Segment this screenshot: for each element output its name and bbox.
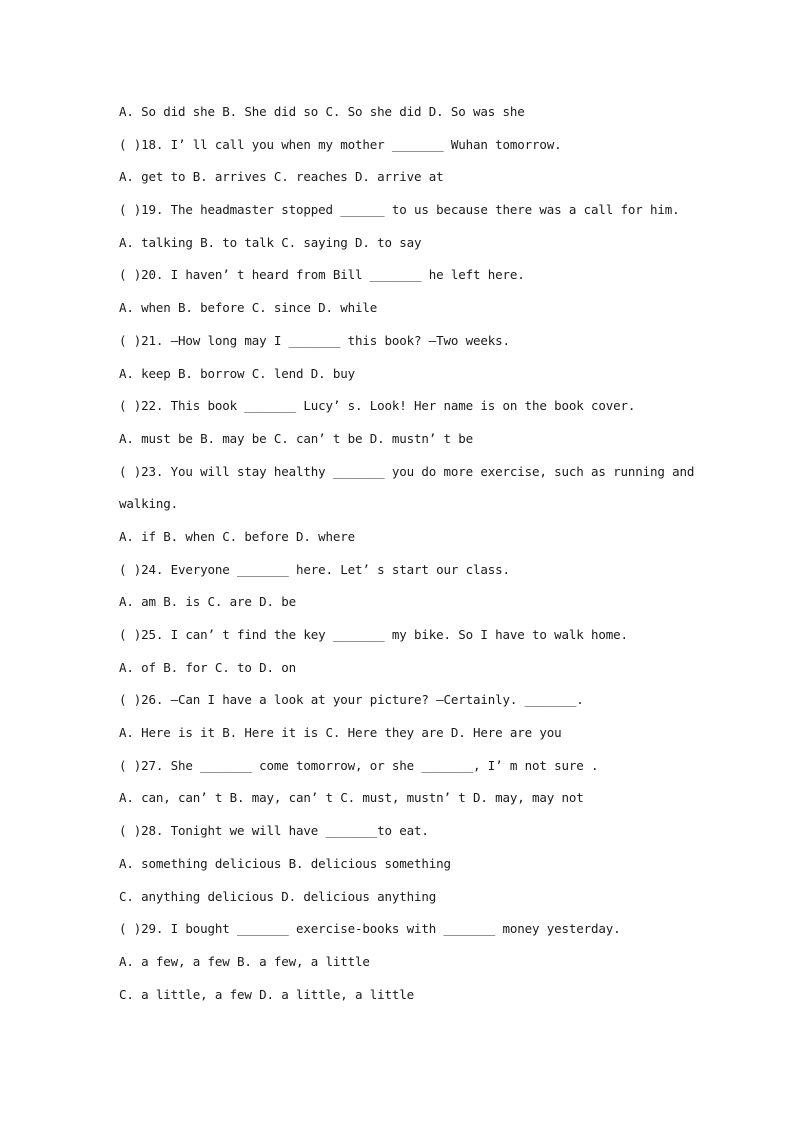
question-23: ( )23. You will stay healthy _______ you do more exercise, such as running and: [119, 463, 695, 479]
question-22: ( )22. This book _______ Lucy’ s. Look! Her name is on the book cover.: [119, 398, 636, 414]
question-21: ( )21. —How long may I _______ this book? —Two weeks.: [119, 332, 510, 348]
question-24: ( )24. Everyone _______ here. Let’ s start our class.: [119, 561, 510, 577]
options-22: A. must be B. may be C. can’ t be D. mustn’ t be: [119, 430, 474, 446]
options-23: A. if B. when C. before D. where: [119, 528, 356, 544]
options-25: A. of B. for C. to D. on: [119, 659, 297, 675]
question-list: [119, 101, 695, 1016]
options-17: A. So did she B. She did so C. So she did D. So was she: [119, 104, 525, 119]
options-26: A. Here is it B. Here it is C. Here they are D. Here are you: [119, 725, 562, 741]
question-29: ( )29. I bought _______ exercise-books with _______ money yesterday.: [119, 921, 621, 937]
options-28-cd: C. anything delicious D. delicious anything: [119, 888, 437, 904]
question-26: ( )26. —Can I have a look at your picture? —Certainly. _______.: [119, 692, 584, 708]
options-20: A. when B. before C. since D. while: [119, 300, 378, 316]
options-21: A. keep B. borrow C. lend D. buy: [119, 365, 356, 381]
question-28: ( )28. Tonight we will have _______to eat.: [119, 823, 429, 839]
options-24: A. am B. is C. are D. be: [119, 594, 297, 610]
options-27: A. can, can’ t B. may, can’ t C. must, mustn’ t D. may, may not: [119, 790, 584, 806]
options-19: A. talking B. to talk C. saying D. to say: [119, 234, 422, 250]
options-28-ab: A. something delicious B. delicious something: [119, 855, 451, 871]
options-29-ab: A. a few, a few B. a few, a little: [119, 953, 370, 969]
question-18: ( )18. I’ ll call you when my mother _______ Wuhan tomorrow.: [119, 136, 562, 152]
question-27: ( )27. She _______ come tomorrow, or she _______, I’ m not sure .: [119, 757, 599, 773]
options-29-cd: C. a little, a few D. a little, a little: [119, 986, 415, 1002]
question-23-continued: walking.: [119, 496, 179, 512]
question-20: ( )20. I haven’ t heard from Bill _______ he left here.: [119, 267, 525, 283]
question-19: ( )19. The headmaster stopped ______ to us because there was a call for him.: [119, 202, 680, 218]
options-18: A. get to B. arrives C. reaches D. arrive at: [119, 169, 444, 185]
question-25: ( )25. I can’ t find the key _______ my bike. So I have to walk home.: [119, 627, 628, 642]
